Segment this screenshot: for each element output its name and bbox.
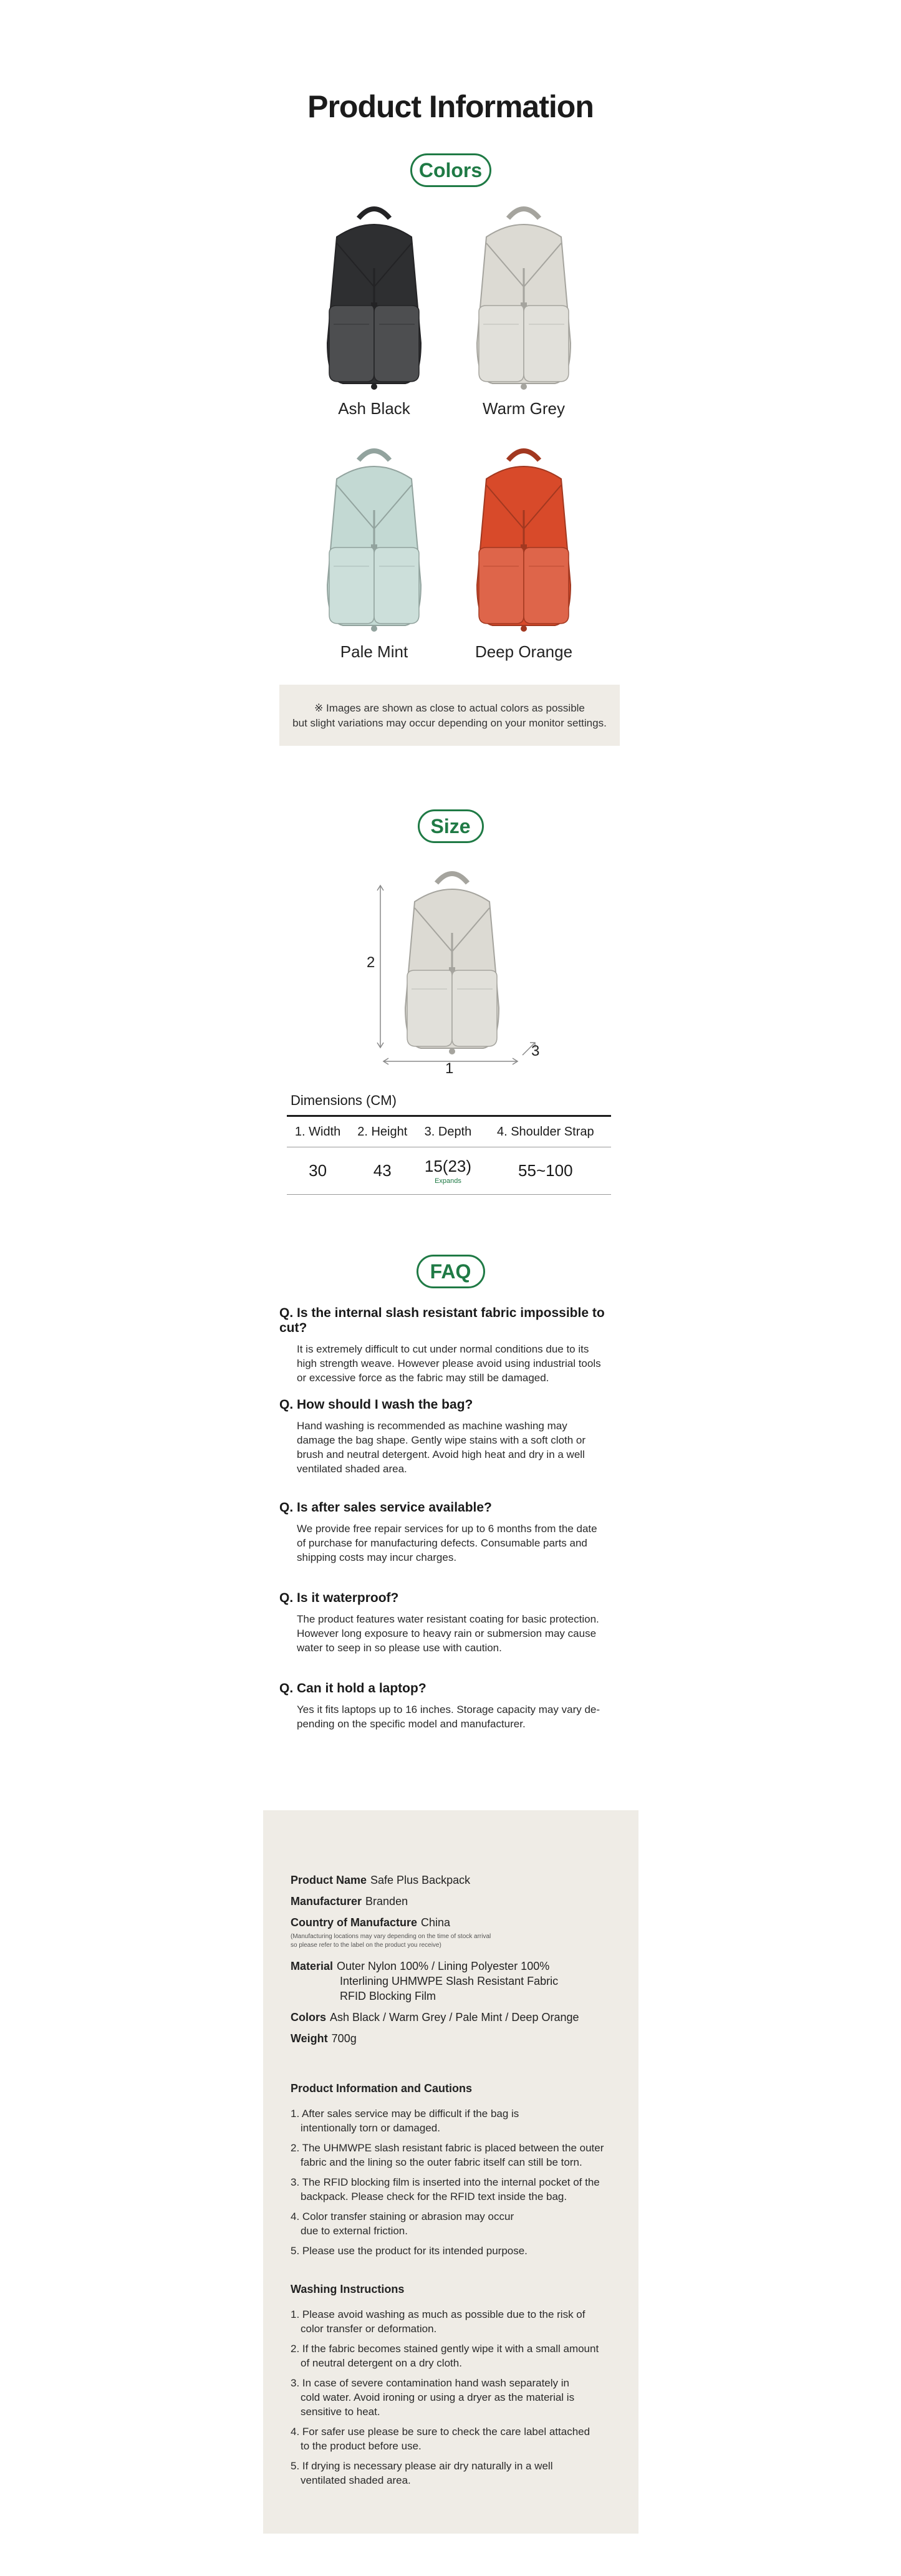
product-info-box [263, 1810, 638, 2534]
size-section-pill: Size [418, 809, 484, 843]
product-info-content [291, 1873, 615, 2493]
dimensions-table [287, 1115, 611, 1195]
material-line-1: Outer Nylon 100% / Lining Polyester 100% [337, 1960, 550, 1972]
backpack-deep-orange-image [449, 441, 599, 635]
color-label-warm-grey: Warm Grey [483, 399, 565, 418]
faq-answer-line: Yes it fits laptops up to 16 inches. Storage capacity may vary de- [297, 1704, 600, 1715]
diagram-label-depth: 3 [531, 1043, 540, 1059]
colors-section-pill: Colors [410, 153, 491, 187]
faq-item [279, 1397, 629, 1476]
colors-label: Colors [291, 2011, 327, 2024]
faq-item [279, 1306, 629, 1385]
washing-item [291, 2459, 615, 2487]
cautions-title: Product Information and Cautions [291, 2082, 472, 2095]
country-value: China [421, 1916, 451, 1929]
weight-label: Weight [291, 2032, 328, 2045]
country-note [291, 1932, 615, 1950]
dim-value-height: 43 [349, 1147, 416, 1195]
dim-header-height: 2. Height [349, 1116, 416, 1147]
country-label: Country of Manufacture [291, 1916, 418, 1929]
faq-answer [279, 1702, 629, 1731]
faq-answer-line: or excessive force as the fabric may still be damaged. [297, 1372, 549, 1384]
color-notice [279, 685, 620, 746]
backpack-pale-mint-image [299, 441, 449, 635]
caution-item-line: 5. Please use the product for its intended purpose. [291, 2245, 528, 2257]
product-name-label: Product Name [291, 1874, 367, 1886]
faq-answer-line: shipping costs may incur charges. [297, 1551, 457, 1563]
faq-answer-line: The product features water resistant coating for basic protection. [297, 1613, 599, 1625]
faq-question: Q. Is it waterproof? [279, 1591, 399, 1605]
washing-item [291, 2342, 615, 2370]
faq-item [279, 1681, 629, 1731]
faq-question: Q. Is after sales service available? [279, 1500, 492, 1515]
weight-row [291, 2031, 615, 2046]
country-row [291, 1915, 615, 1930]
faq-answer [279, 1522, 629, 1565]
backpack-deep-orange [449, 441, 599, 635]
caution-item-line: 3. The RFID blocking film is inserted into the internal pocket of the [291, 2176, 600, 2188]
expands-note: Expands [435, 1177, 461, 1185]
backpack-ash-black-image [299, 200, 449, 393]
washing-item-line: to the product before use. [301, 2440, 422, 2452]
dimensions-title: Dimensions (CM) [291, 1093, 397, 1108]
caution-item-line: intentionally torn or damaged. [301, 2122, 440, 2134]
faq-question: Q. Is the internal slash resistant fabric impossible to cut? [279, 1306, 605, 1335]
product-name-row [291, 1873, 615, 1888]
washing-item [291, 2307, 615, 2336]
product-name-value: Safe Plus Backpack [370, 1874, 471, 1886]
backpack-warm-grey-image [449, 200, 599, 393]
dim-header-width: 1. Width [287, 1116, 349, 1147]
country-note-line1: (Manufacturing locations may vary depending on the time of stock arrival [291, 1933, 491, 1940]
caution-item-line: fabric and the lining so the outer fabric itself can still be torn. [301, 2156, 582, 2168]
manufacturer-label: Manufacturer [291, 1895, 362, 1908]
dim-header-strap: 4. Shoulder Strap [480, 1116, 611, 1147]
page-title: Product Information [307, 89, 594, 124]
faq-answer-line: high strength weave. However please avoid using industrial tools [297, 1358, 601, 1369]
faq-answer [279, 1419, 629, 1476]
dim-value-depth-cell [416, 1147, 479, 1195]
dim-header-depth: 3. Depth [416, 1116, 479, 1147]
color-notice-line2: but slight variations may occur depending on your monitor settings. [292, 717, 607, 729]
washing-item-line: 2. If the fabric becomes stained gently wipe it with a small amount [291, 2343, 599, 2355]
washing-item [291, 2376, 615, 2419]
faq-answer-line: water to seep in so please use with caution. [297, 1642, 502, 1654]
faq-answer-line: damage the bag shape. Gently wipe stains with a soft cloth or [297, 1434, 586, 1446]
faq-answer-line: of purchase for manufacturing defects. Consumable parts and [297, 1537, 587, 1549]
faq-answer-line: pending on the specific model and manufacturer. [297, 1718, 526, 1730]
weight-value: 700g [331, 2032, 357, 2045]
faq-answer-line: brush and neutral detergent. Avoid high heat and dry in a well [297, 1449, 585, 1460]
color-notice-line1: ※ Images are shown as close to actual colors as possible [314, 702, 585, 714]
material-row [291, 1959, 615, 2004]
color-label-pale-mint: Pale Mint [340, 642, 408, 661]
caution-item-line: backpack. Please check for the RFID text inside the bag. [301, 2191, 567, 2202]
washing-title: Washing Instructions [291, 2283, 405, 2295]
caution-item-line: 1. After sales service may be difficult if the bag is [291, 2108, 519, 2120]
diagram-label-height: 2 [367, 954, 375, 971]
colors-row [291, 2010, 615, 2025]
faq-question: Q. Can it hold a laptop? [279, 1681, 426, 1696]
washing-item-line: cold water. Avoid ironing or using a dryer as the material is [301, 2391, 575, 2403]
backpack-warm-grey [449, 200, 599, 393]
washing-item-line: of neutral detergent on a dry cloth. [301, 2357, 462, 2369]
caution-item [291, 2141, 615, 2169]
washing-item-line: sensitive to heat. [301, 2406, 380, 2418]
faq-item [279, 1591, 629, 1655]
washing-item-line: color transfer or deformation. [301, 2323, 437, 2335]
material-line-3: RFID Blocking Film [340, 1990, 436, 2002]
manufacturer-value: Branden [365, 1895, 408, 1908]
washing-item-line: ventilated shaded area. [301, 2474, 411, 2486]
caution-item-line: due to external friction. [301, 2225, 408, 2237]
washing-item [291, 2424, 615, 2453]
caution-item-line: 2. The UHMWPE slash resistant fabric is placed between the outer [291, 2142, 604, 2154]
dim-value-strap: 55~100 [480, 1147, 611, 1195]
washing-list [291, 2307, 615, 2487]
faq-section-pill: FAQ [417, 1255, 485, 1288]
washing-item-line: 5. If drying is necessary please air dry naturally in a well [291, 2460, 553, 2472]
backpack-ash-black [299, 200, 449, 393]
faq-answer-line: Hand washing is recommended as machine washing may [297, 1420, 567, 1432]
backpack-pale-mint [299, 441, 449, 635]
manufacturer-row [291, 1894, 615, 1909]
washing-item-line: 1. Please avoid washing as much as possible due to the risk of [291, 2308, 585, 2320]
washing-item-line: 4. For safer use please be sure to check the care label attached [291, 2426, 590, 2438]
material-label: Material [291, 1960, 334, 1972]
colors-value: Ash Black / Warm Grey / Pale Mint / Deep Orange [330, 2011, 579, 2024]
faq-answer-line: We provide free repair services for up to 6 months from the date [297, 1523, 597, 1535]
dim-value-depth: 15(23) [424, 1157, 472, 1175]
caution-item [291, 2175, 615, 2204]
diagram-label-width: 1 [445, 1060, 454, 1077]
washing-item-line: 3. In case of severe contamination hand wash separately in [291, 2377, 569, 2389]
dim-value-width: 30 [287, 1147, 349, 1195]
faq-item [279, 1500, 629, 1565]
faq-answer-line: ventilated shaded area. [297, 1463, 407, 1475]
size-dimension-lines [362, 861, 561, 1073]
faq-answer-line: However long exposure to heavy rain or submersion may cause [297, 1628, 597, 1639]
color-label-deep-orange: Deep Orange [475, 642, 573, 661]
faq-question: Q. How should I wash the bag? [279, 1397, 473, 1412]
caution-item [291, 2209, 615, 2238]
caution-item [291, 2244, 615, 2258]
faq-answer [279, 1612, 629, 1655]
caution-item [291, 2106, 615, 2135]
cautions-list [291, 2106, 615, 2258]
material-line-2: Interlining UHMWPE Slash Resistant Fabric [340, 1975, 559, 1987]
caution-item-line: 4. Color transfer staining or abrasion may occur [291, 2211, 514, 2222]
faq-answer [279, 1342, 629, 1385]
color-label-ash-black: Ash Black [338, 399, 410, 418]
faq-answer-line: It is extremely difficult to cut under normal conditions due to its [297, 1343, 589, 1355]
country-note-line2: so please refer to the label on the product you receive) [291, 1942, 441, 1949]
